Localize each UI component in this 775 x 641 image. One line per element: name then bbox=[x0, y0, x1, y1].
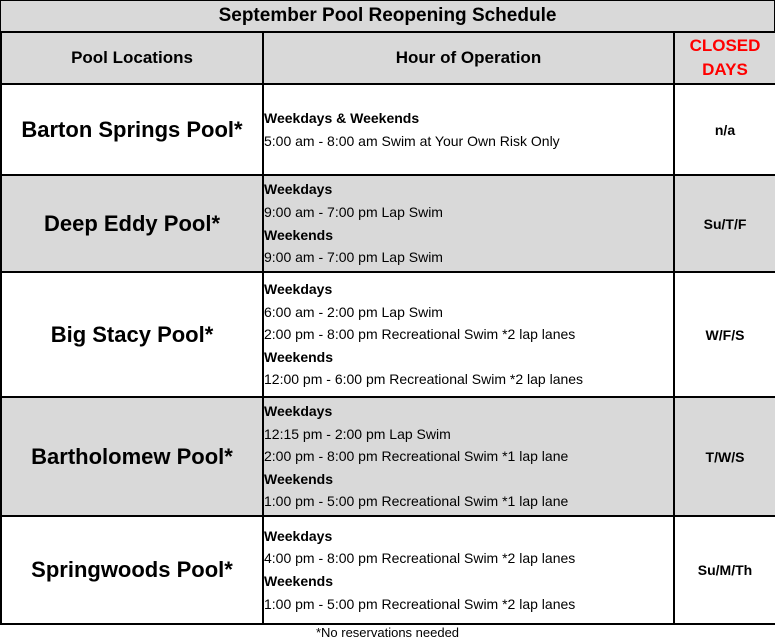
table-row bbox=[1, 272, 775, 397]
footnote: *No reservations needed bbox=[315, 625, 460, 640]
hours-line: 1:00 pm - 5:00 pm Recreational Swim *2 lap lanes bbox=[264, 595, 576, 612]
pool-name: Bartholomew Pool* bbox=[1, 397, 263, 516]
pool-name: Springwoods Pool* bbox=[1, 516, 263, 624]
hours-line: 9:00 am - 7:00 pm Lap Swim bbox=[264, 249, 443, 266]
header-hours: Hour of Operation bbox=[263, 32, 674, 84]
header-pool-locations: Pool Locations bbox=[1, 32, 263, 84]
header-closed-line1: CLOSED bbox=[689, 36, 761, 55]
hours-line: Weekdays bbox=[264, 281, 333, 298]
hours-line: Weekends bbox=[264, 573, 333, 589]
hours-line: 2:00 pm - 8:00 pm Recreational Swim *2 lap lanes bbox=[264, 326, 576, 343]
closed-days: n/a bbox=[674, 84, 775, 175]
pool-name: Big Stacy Pool* bbox=[1, 272, 263, 397]
hours-line: Weekdays bbox=[264, 181, 333, 198]
hours-line: Weekends bbox=[264, 226, 333, 243]
hours-line: Weekdays bbox=[264, 527, 333, 544]
hours-line: 2:00 pm - 8:00 pm Recreational Swim *1 lap lane bbox=[264, 448, 569, 465]
closed-days: Su/M/Th bbox=[674, 516, 775, 624]
table-row bbox=[1, 397, 775, 516]
pool-hours bbox=[263, 175, 674, 272]
table-row bbox=[1, 175, 775, 272]
pool-hours bbox=[263, 516, 674, 624]
hours-line: Weekends bbox=[264, 470, 333, 487]
closed-days: W/F/S bbox=[674, 272, 775, 397]
closed-days: Su/T/F bbox=[674, 175, 775, 272]
closed-days: T/W/S bbox=[674, 397, 775, 516]
hours-line: 9:00 am - 7:00 pm Lap Swim bbox=[264, 203, 443, 220]
hours-line: Weekdays & Weekends bbox=[264, 109, 420, 126]
hours-line: 12:15 pm - 2:00 pm Lap Swim bbox=[264, 425, 451, 442]
pool-hours bbox=[263, 84, 674, 175]
schedule-table bbox=[0, 31, 775, 625]
hours-line: Weekdays bbox=[264, 403, 333, 420]
hours-line: 12:00 pm - 6:00 pm Recreational Swim *2 lap lanes bbox=[264, 371, 584, 388]
pool-name: Deep Eddy Pool* bbox=[1, 175, 263, 272]
hours-line: 1:00 pm - 5:00 pm Recreational Swim *1 lap lane bbox=[264, 493, 569, 510]
hours-line: 5:00 am - 8:00 am Swim at Your Own Risk Only bbox=[264, 132, 560, 149]
pool-name: Barton Springs Pool* bbox=[1, 84, 263, 175]
table-row bbox=[1, 84, 775, 175]
hours-line: 6:00 am - 2:00 pm Lap Swim bbox=[264, 303, 443, 320]
hours-line: Weekends bbox=[264, 348, 333, 365]
schedule-title: September Pool Reopening Schedule bbox=[0, 0, 775, 31]
pool-hours bbox=[263, 397, 674, 516]
hours-line: 4:00 pm - 8:00 pm Recreational Swim *2 lap lanes bbox=[264, 550, 576, 567]
table-row bbox=[1, 516, 775, 624]
header-row bbox=[1, 32, 775, 84]
header-closed-line2: DAYS bbox=[702, 60, 748, 79]
header-closed-days bbox=[674, 32, 775, 84]
pool-hours bbox=[263, 272, 674, 397]
